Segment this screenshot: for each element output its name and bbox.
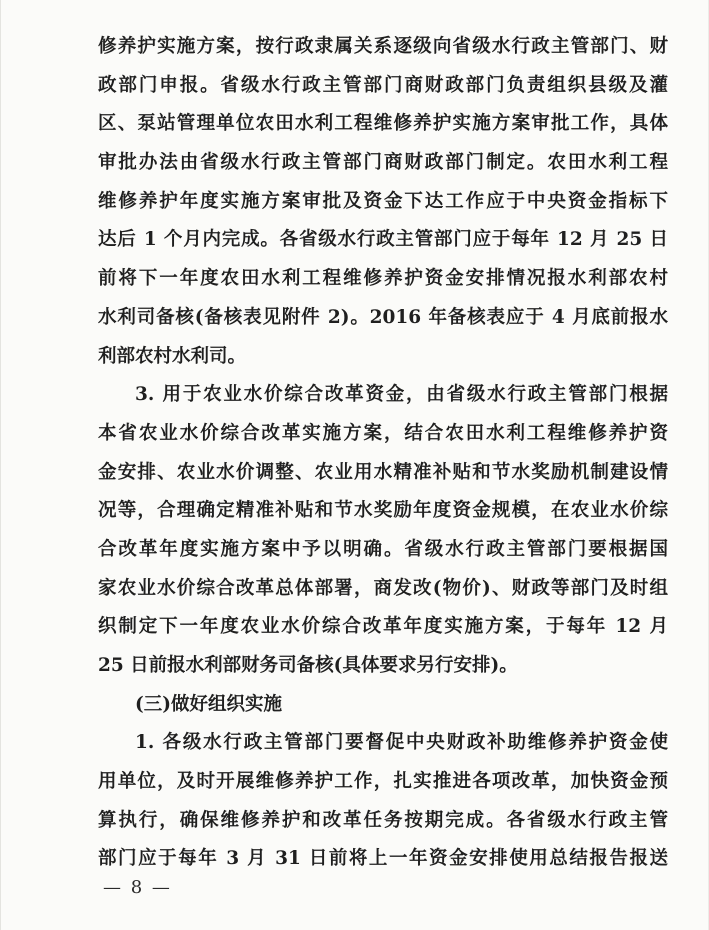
paragraph-line: 维修养护年度实施方案审批及资金下达工作应于中央资金指标下 [98,190,668,212]
paragraph-line: 审批办法由省级水行政主管部门商财政部门制定。农田水利工程 [98,152,668,174]
paragraph-line: 本省农业水价综合改革实施方案，结合农田水利工程维修养护资 [98,422,668,444]
paragraph-line: 25 日前报水利部财务司备核(具体要求另行安排)。 [98,655,518,676]
section-heading: (三)做好组织实施 [135,693,283,715]
paragraph-line: 合改革年度实施方案中予以明确。省级水行政主管部门要根据国 [98,538,668,560]
paragraph-line: 家农业水价综合改革总体部署，商发改(物价)、财政等部门及时组 [98,577,668,599]
paragraph-line: 修养护实施方案，按行政隶属关系逐级向省级水行政主管部门、财 [98,36,668,57]
paragraph-line: 达后 1 个月内完成。各省级水行政主管部门应于每年 12 月 25 日 [98,229,668,251]
paragraph-line: 1. 各级水行政主管部门要督促中央财政补助维修养护资金使 [135,732,668,754]
paragraph-line: 况等，合理确定精准补贴和节水奖励年度资金规模，在农业水价综 [98,500,668,522]
paragraph-line: 部门应于每年 3 月 31 日前将上一年资金安排使用总结报告报送 [98,848,668,870]
paragraph-line: 水利司备核(备核表见附件 2)。2016 年备核表应于 4 月底前报水 [98,306,668,328]
document-body [98,28,668,879]
paragraph-line: 利部农村水利司。 [98,345,247,367]
paragraph-line: 金安排、农业水价调整、农业用水精准补贴和节水奖励机制建设情 [98,461,668,483]
paragraph-line: 区、泵站管理单位农田水利工程维修养护实施方案审批工作，具体 [98,113,668,135]
paragraph-line: 前将下一年度农田水利工程维修养护资金安排情况报水利部农村 [98,268,668,290]
paragraph-line: 算执行，确保维修养护和改革任务按期完成。各省级水行政主管 [98,809,668,831]
paragraph-line: 政部门申报。省级水行政主管部门商财政部门负责组织县级及灌 [98,74,668,96]
paragraph-line: 3. 用于农业水价综合改革资金，由省级水行政主管部门根据 [135,384,668,406]
paragraph-line: 用单位，及时开展维修养护工作，扎实推进各项改革，加快资金预 [98,771,668,793]
paragraph-line: 织制定下一年度农业水价综合改革年度实施方案，于每年 12 月 [98,616,668,638]
page-number: — 8 — [103,877,172,898]
